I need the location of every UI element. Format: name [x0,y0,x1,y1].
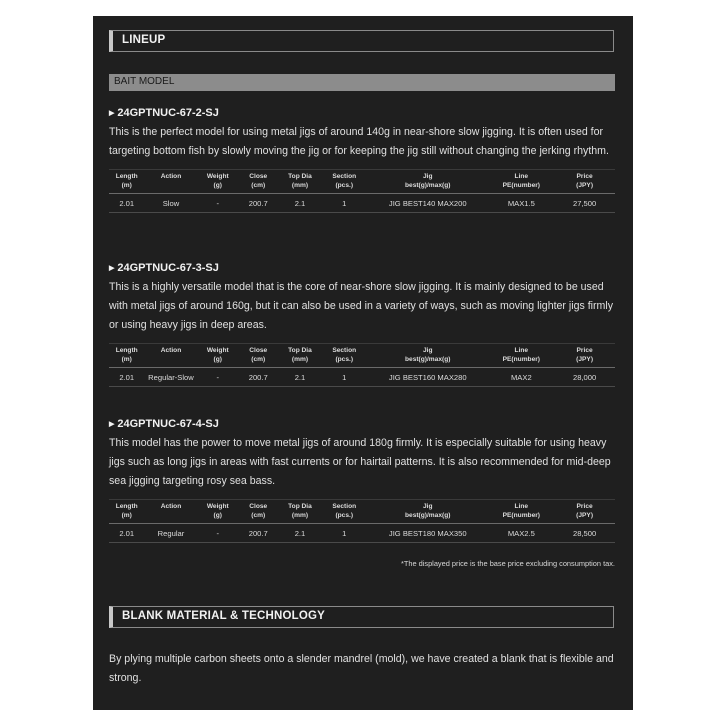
spec-table [109,169,615,213]
column-header-unit: (g) [213,182,222,189]
table-cell: MAX1.5 [488,194,554,213]
column-header-name: Line [514,503,529,510]
model-title [109,259,615,277]
blank-description: By plying multiple carbon sheets onto a slender mandrel (mold), we have created a blank that is flexible and strong. [109,653,614,684]
column-header-name: Action [160,173,182,180]
column-header [278,170,321,194]
column-header [554,500,615,524]
table-cell: 2.1 [278,194,321,213]
table-cell: 1 [321,524,367,543]
table-cell: 200.7 [238,524,278,543]
table-cell: 200.7 [238,368,278,387]
column-header [238,170,278,194]
column-header-name: Jig [422,347,433,354]
column-header [109,500,144,524]
column-header [109,170,144,194]
column-header-unit: best(g)/max(g) [405,182,451,189]
price-note: *The displayed price is the base price excluding consumption tax. [400,559,615,568]
column-header-name: Jig [422,173,433,180]
column-header-name: Length [115,347,138,354]
triangle-icon: ▶ [109,421,115,428]
column-header [144,500,197,524]
blank-heading-box [109,606,614,628]
table-cell: Regular-Slow [144,368,197,387]
table-cell: JIG BEST160 MAX280 [367,368,488,387]
lineup-heading-box [109,30,614,52]
table-cell: Regular [144,524,197,543]
table-cell: 2.1 [278,368,321,387]
spec-table [109,499,615,543]
column-header [488,500,554,524]
column-header-unit: (mm) [291,182,309,189]
column-header [238,344,278,368]
table-cell: 2.01 [109,368,144,387]
blank-heading: BLANK MATERIAL & TECHNOLOGY [122,610,326,622]
column-header [488,344,554,368]
column-header-unit: (m) [121,356,132,363]
model-description: This is a highly versatile model that is the core of near-shore slow jigging. It is mainly designed to be used with metal jigs of around 160g, but it can also be used in a variety of ways, such as moving lighter jigs firmly or using heavy jigs in deep areas. [109,281,614,331]
table-cell: - [198,368,238,387]
table-row [109,524,615,543]
column-header-name: Line [514,173,529,180]
table-cell: 2.1 [278,524,321,543]
column-header-unit: (JPY) [576,182,594,189]
model-title [109,415,615,433]
column-header [278,344,321,368]
column-header [321,344,367,368]
table-header-row [109,344,615,368]
column-header-unit: PE(number) [502,512,541,519]
triangle-icon: ▶ [109,110,115,117]
column-header-unit: (mm) [291,356,309,363]
column-header [367,500,488,524]
spec-table [109,343,615,387]
column-header [321,170,367,194]
table-cell: 27,500 [554,194,615,213]
column-header-name: Top Dia [288,347,312,354]
column-header [488,170,554,194]
column-header [144,344,197,368]
column-header-name: Line [514,347,529,354]
column-header-name: Price [576,347,593,354]
column-header-unit: (m) [121,512,132,519]
table-header-row [109,500,615,524]
column-header-name: Length [115,173,138,180]
model-name: 24GPTNUC-67-2-SJ [117,107,219,119]
column-header-unit: (JPY) [576,512,594,519]
table-row [109,194,615,213]
column-header [367,344,488,368]
column-header [109,344,144,368]
column-header-unit: (pcs.) [335,182,354,189]
column-header-name: Action [160,347,182,354]
model-name: 24GPTNUC-67-3-SJ [117,262,219,274]
column-header-name: Section [332,503,357,510]
column-header [554,344,615,368]
column-header-name: Action [160,503,182,510]
table-cell: Slow [144,194,197,213]
model-description: This is the perfect model for using metal jigs of around 140g in near-shore slow jigging. It is often used for targeting bottom fish by slowly moving the jig or for keeping the jig still without changing the jerking rhythm. [109,126,609,157]
column-header [321,500,367,524]
table-cell: JIG BEST180 MAX350 [367,524,488,543]
column-header-unit: (cm) [251,182,266,189]
column-header-unit [144,181,197,190]
column-header-unit: (mm) [291,512,309,519]
table-header-row [109,170,615,194]
table-cell: 1 [321,194,367,213]
column-header-unit: (pcs.) [335,356,354,363]
column-header [144,170,197,194]
table-cell: 200.7 [238,194,278,213]
table-cell: 1 [321,368,367,387]
product-panel [93,16,633,710]
column-header-unit: best(g)/max(g) [405,356,451,363]
column-header [198,500,238,524]
column-header-unit: best(g)/max(g) [405,512,451,519]
table-cell: - [198,524,238,543]
column-header-name: Length [115,503,138,510]
column-header-name: Weight [206,503,229,510]
column-header [238,500,278,524]
column-header-unit: (g) [213,512,222,519]
column-header-name: Weight [206,173,229,180]
column-header-name: Price [576,503,593,510]
column-header-name: Close [249,173,268,180]
column-header [198,170,238,194]
table-cell: MAX2 [488,368,554,387]
column-header-unit: (pcs.) [335,512,354,519]
table-cell: MAX2.5 [488,524,554,543]
table-cell: - [198,194,238,213]
lineup-heading: LINEUP [122,34,166,46]
column-header-name: Price [576,173,593,180]
column-header [554,170,615,194]
model-name: 24GPTNUC-67-4-SJ [117,418,219,430]
column-header-name: Close [249,503,268,510]
column-header-unit: (JPY) [576,356,594,363]
column-header-name: Top Dia [288,503,312,510]
column-header-unit [144,511,197,520]
column-header-name: Section [332,173,357,180]
column-header-unit [144,355,197,364]
table-cell: 28,000 [554,368,615,387]
table-cell: 2.01 [109,524,144,543]
column-header [278,500,321,524]
column-header-name: Section [332,347,357,354]
column-header-unit: (g) [213,356,222,363]
column-header [198,344,238,368]
column-header-name: Close [249,347,268,354]
column-header-name: Jig [422,503,433,510]
model-section [109,415,615,543]
column-header-name: Top Dia [288,173,312,180]
model-title [109,104,615,122]
table-cell: 2.01 [109,194,144,213]
column-header-unit: (m) [121,182,132,189]
model-description: This model has the power to move metal jigs of around 180g firmly. It is especially suitable for using heavy jigs such as long jigs in areas with fast currents or for hairtail patterns. It is also recommended for mid-deep sea jigging targeting rosy sea bass. [109,437,611,487]
model-section [109,104,615,213]
column-header-unit: (cm) [251,512,266,519]
model-section [109,259,615,387]
column-header-name: Weight [206,347,229,354]
bait-model-bar [109,74,615,91]
column-header-unit: (cm) [251,356,266,363]
table-row [109,368,615,387]
column-header-unit: PE(number) [502,182,541,189]
column-header-unit: PE(number) [502,356,541,363]
table-cell: 28,500 [554,524,615,543]
column-header [367,170,488,194]
bait-model-label: BAIT MODEL [114,76,175,87]
table-cell: JIG BEST140 MAX200 [367,194,488,213]
triangle-icon: ▶ [109,265,115,272]
